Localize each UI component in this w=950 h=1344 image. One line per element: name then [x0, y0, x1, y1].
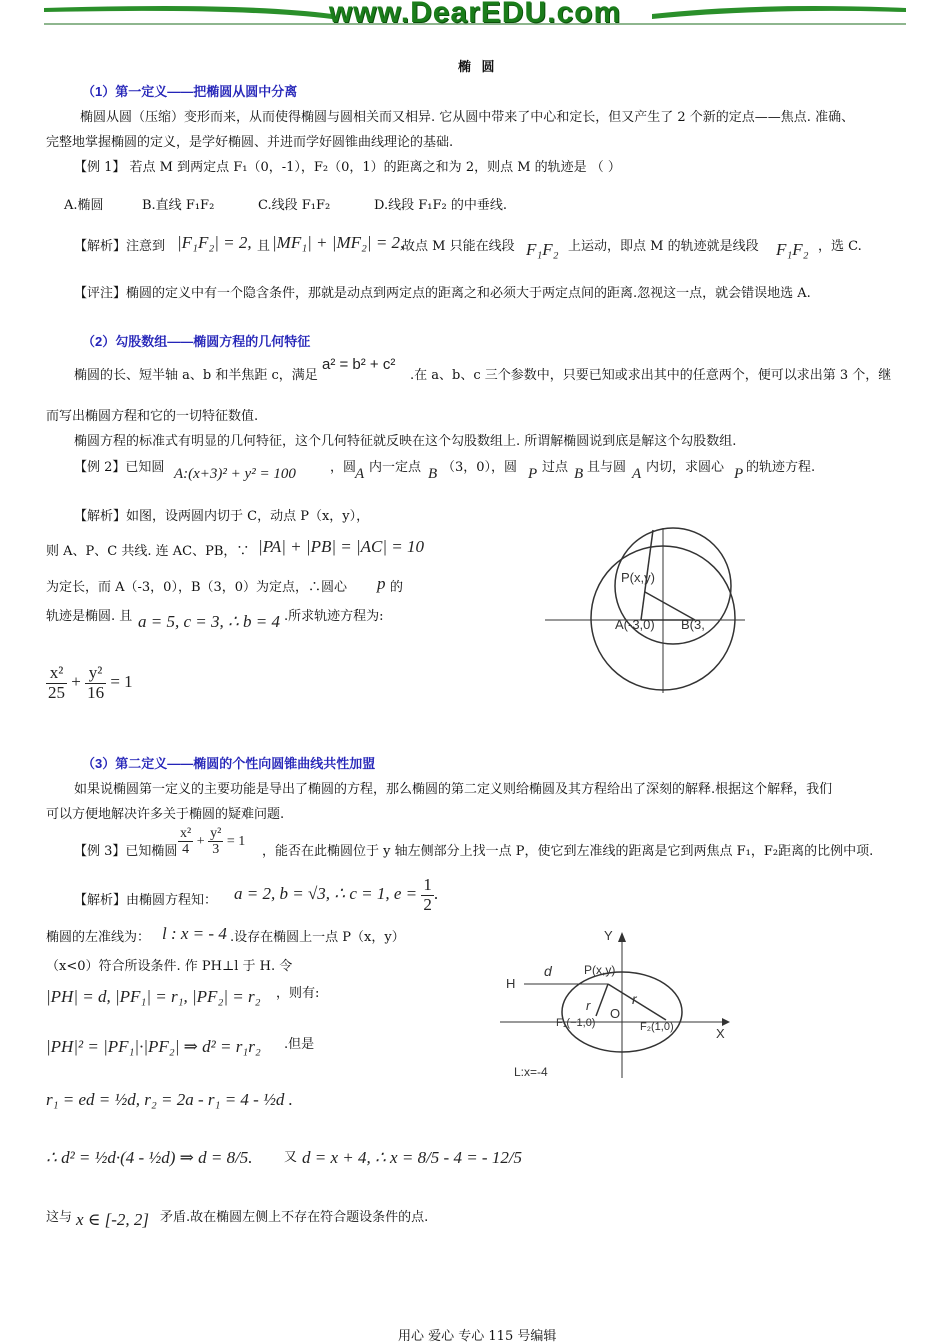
figure-ellipse	[500, 928, 730, 1078]
s2-solution-1: 【解析】如图，设两圆内切于 C，动点 P（x，y），	[74, 509, 370, 524]
option-b: B.直线 F₁F₂	[142, 198, 215, 213]
s2-result-plus: +	[71, 672, 81, 692]
s2-solution-3b: 的	[390, 580, 404, 595]
example-3-text: ，能否在此椭圆位于 y 轴左侧部分上找一点 P，使它到左准线的距离是它到两焦点 F₁，F₂距离的比例中项.	[262, 844, 874, 859]
s2-paragraph-1b: .在 a、b、c 三个参数中，只要已知或求出其中的任意两个，便可以求出第 3 个，继	[410, 368, 892, 383]
example-2-text-3: （3，0），圆	[442, 460, 518, 475]
option-a: A.椭圆	[64, 198, 104, 213]
fig-label-O: O	[610, 1006, 621, 1021]
s3-equation-1-tail: .但是	[284, 1037, 315, 1052]
s2-solution-4b: .所求轨迹方程为:	[284, 609, 384, 624]
example-1: 【例 1】 若点 M 到两定点 F₁（0，-1），F₂（0，1）的距离之和为 2，则点 M 的轨迹是 （ ）	[74, 160, 621, 175]
s3-paragraph-1: 如果说椭圆第一定义的主要功能是导出了椭圆的方程，那么椭圆的第二定义则给椭圆及其方程给出了深刻的解释.根据这个解释，我们	[74, 782, 833, 797]
example-2-text-5: 且与圆	[587, 460, 627, 475]
s3-condition: （x<0）符合所设条件. 作 PH⊥l 于 H. 令	[46, 959, 293, 974]
s3-equation-x: d = x + 4, ∴ x = 8/5 - 4 = - 12/5	[302, 1148, 523, 1167]
fig-label-L: L:x=-4	[514, 1065, 548, 1078]
s1-solution-text-1: 故点 M 只能在线段	[402, 239, 515, 254]
label-A-2: A	[632, 466, 642, 482]
example-2-text-1: ，圆	[330, 460, 357, 475]
ex3-eq: = 1	[226, 834, 246, 850]
fig-label-r2: r	[632, 991, 637, 1007]
s2-paragraph-2: 而写出椭圆方程和它的一切特征数值.	[46, 409, 259, 424]
s2-center-p: p	[377, 574, 386, 593]
s2-formula-abc-values: a = 5, c = 3, ∴ b = 4	[138, 612, 281, 631]
s2-result-eq: = 1	[110, 672, 133, 692]
fig-label-F2: F₂(1,0)	[640, 1021, 674, 1033]
fig-label-H: H	[506, 976, 516, 991]
s1-formula-2: |MF₁| + |MF₂| = 2,	[272, 233, 405, 252]
figure-circles	[545, 508, 745, 693]
s3-conclusion-a: 这与	[46, 1210, 73, 1225]
s2-result-den-1: 25	[48, 682, 65, 702]
s3-directrix-label: 椭圆的左准线为：	[46, 930, 151, 945]
s2-result-num-2: y²	[85, 664, 106, 684]
example-3-formula: $\frac{\text{x²}}{4}$ + $\frac{\text{y²}}{3}$ = 1	[180, 826, 246, 858]
s3-directrix-formula: l : x = - 4	[162, 924, 227, 943]
label-P-1: P	[528, 466, 538, 482]
fig-label-P3: P(x,y)	[584, 963, 616, 977]
example-2-text-4: 过点	[542, 460, 569, 475]
banner-logo-text: www.DearEDU.com	[328, 0, 622, 29]
ex3-den-1: 4	[182, 842, 190, 858]
s2-result-den-2: 16	[87, 682, 105, 702]
s3-equation-d: ∴ d² = ½d·(4 - ½d) ⇒ d = 8/5.	[46, 1148, 253, 1167]
page-footer: 用心 爱心 专心 115 号编辑	[398, 1329, 557, 1344]
s2-solution-2a: 则 A、P、C 共线. 连 AC、PB，∵	[46, 544, 250, 559]
s3-equation-1: |PH|² = |PF₁|·|PF₂| ⇒ d² = r₁r₂	[46, 1037, 261, 1056]
fig-label-B: B(3,	[681, 617, 705, 632]
s2-result-equation	[46, 664, 133, 702]
s3-conclusion-b: 矛盾.故在椭圆左侧上不存在符合题设条件的点.	[160, 1210, 429, 1225]
label-P-2: P	[734, 466, 744, 482]
s1-paragraph-1: 椭圆从圆（压缩）变形而来，从而使得椭圆与圆相关而又相异. 它从圆中带来了中心和定长，但又产生了 2 个新的定点——焦点. 准确、	[80, 110, 855, 125]
example-2-text-7: 的轨迹方程.	[746, 460, 816, 475]
fig-label-r1: r	[586, 998, 591, 1013]
example-2-text-2: 内一定点	[369, 460, 422, 475]
s2-solution-3: 为定长，而 A（-3，0），B（3，0）为定点，∴圆心	[46, 580, 348, 595]
s1-formula-3: F₁F₂	[526, 240, 559, 259]
section-1-heading: （1）第一定义——把椭圆从圆中分离	[82, 84, 298, 99]
s1-solution-text-2: 上运动，即点 M 的轨迹就是线段	[568, 239, 759, 254]
s3-solution-label: 【解析】由椭圆方程知：	[74, 893, 218, 908]
option-d: D.线段 F₁F₂ 的中垂线.	[374, 198, 507, 213]
s3-formula-params: a = 2, b = √3, ∴ c = 1, e = $\frac{1}{2}$ .	[234, 875, 439, 914]
fig-axis-y: Y	[604, 928, 613, 943]
s3-equation-d-tail: 又	[284, 1150, 298, 1165]
section-2-heading: （2）勾股数组——椭圆方程的几何特征	[82, 334, 311, 349]
s2-solution-4a: 轨迹是椭圆. 且	[46, 609, 133, 624]
s3-conclusion-formula: x ∈ [-2, 2]	[76, 1210, 150, 1229]
s1-paragraph-2: 完整地掌握椭圆的定义，是学好椭圆、并进而学好圆锥曲线理论的基础.	[46, 135, 454, 150]
page-title: 椭 圆	[458, 60, 498, 75]
s3-equation-r: r₁ = ed = ½d, r₂ = 2a - r₁ = 4 - ½d .	[46, 1090, 293, 1109]
s1-formula-1: |F₁F₂| = 2,	[177, 233, 252, 252]
s2-result-num-1: x²	[46, 664, 67, 684]
s3-definitions: |PH| = d, |PF₁| = r₁, |PF₂| = r₂	[46, 987, 261, 1006]
example-2-text-6: 内切，求圆心	[646, 460, 725, 475]
s3-e-den: 2	[423, 894, 432, 914]
option-c: C.线段 F₁F₂	[258, 198, 331, 213]
s3-definitions-tail: ，则有:	[276, 986, 320, 1001]
s3-directrix-text: .设存在椭圆上一点 P（x，y）	[230, 930, 405, 945]
ex3-num-2: y²	[210, 826, 222, 841]
label-B-2: B	[574, 466, 584, 482]
s1-note: 【评注】椭圆的定义中有一个隐含条件，那就是动点到两定点的距离之和必须大于两定点间的距离.忽视这一点，就会错误地选 A.	[74, 286, 811, 301]
s1-solution-label: 【解析】注意到	[74, 239, 166, 254]
ex3-num-1: x²	[180, 826, 192, 841]
s3-e-num: 1	[423, 875, 432, 894]
example-2-formula: A:(x+3)² + y² = 100	[174, 466, 296, 482]
label-B-1: B	[428, 466, 438, 482]
s2-paragraph-1a: 椭圆的长、短半轴 a、b 和半焦距 c，满足	[74, 368, 318, 383]
s1-solution-and: 且	[257, 239, 271, 254]
fig-label-A: A(-3,0)	[615, 617, 655, 632]
s2-formula-sum: |PA| + |PB| = |AC| = 10	[258, 537, 425, 556]
example-2-label: 【例 2】已知圆	[74, 460, 165, 475]
s3-paragraph-2: 可以方便地解决许多关于椭圆的疑难问题.	[46, 807, 285, 822]
fig-axis-x: X	[716, 1026, 725, 1041]
s3-params-text: a = 2, b = √3, ∴ c = 1, e =	[234, 884, 422, 904]
s1-solution-answer: ，选 C.	[818, 239, 862, 254]
fig-label-F1: F₁(−1,0)	[556, 1017, 596, 1029]
ex3-den-2: 3	[212, 842, 220, 858]
fig-label-d: d	[544, 963, 552, 979]
label-A-1: A	[355, 466, 365, 482]
example-3-label: 【例 3】已知椭圆	[74, 844, 178, 859]
fig-label-P: P(x,y)	[621, 570, 655, 585]
s1-formula-4: F₁F₂	[776, 240, 809, 259]
section-3-heading: （3）第二定义——椭圆的个性向圆锥曲线共性加盟	[82, 756, 376, 771]
s2-formula-abc: a² = b² + c²	[322, 356, 396, 373]
s2-paragraph-3: 椭圆方程的标准式有明显的几何特征，这个几何特征就反映在这个勾股数组上. 所谓解椭圆说到底是解这个勾股数组.	[74, 434, 737, 449]
